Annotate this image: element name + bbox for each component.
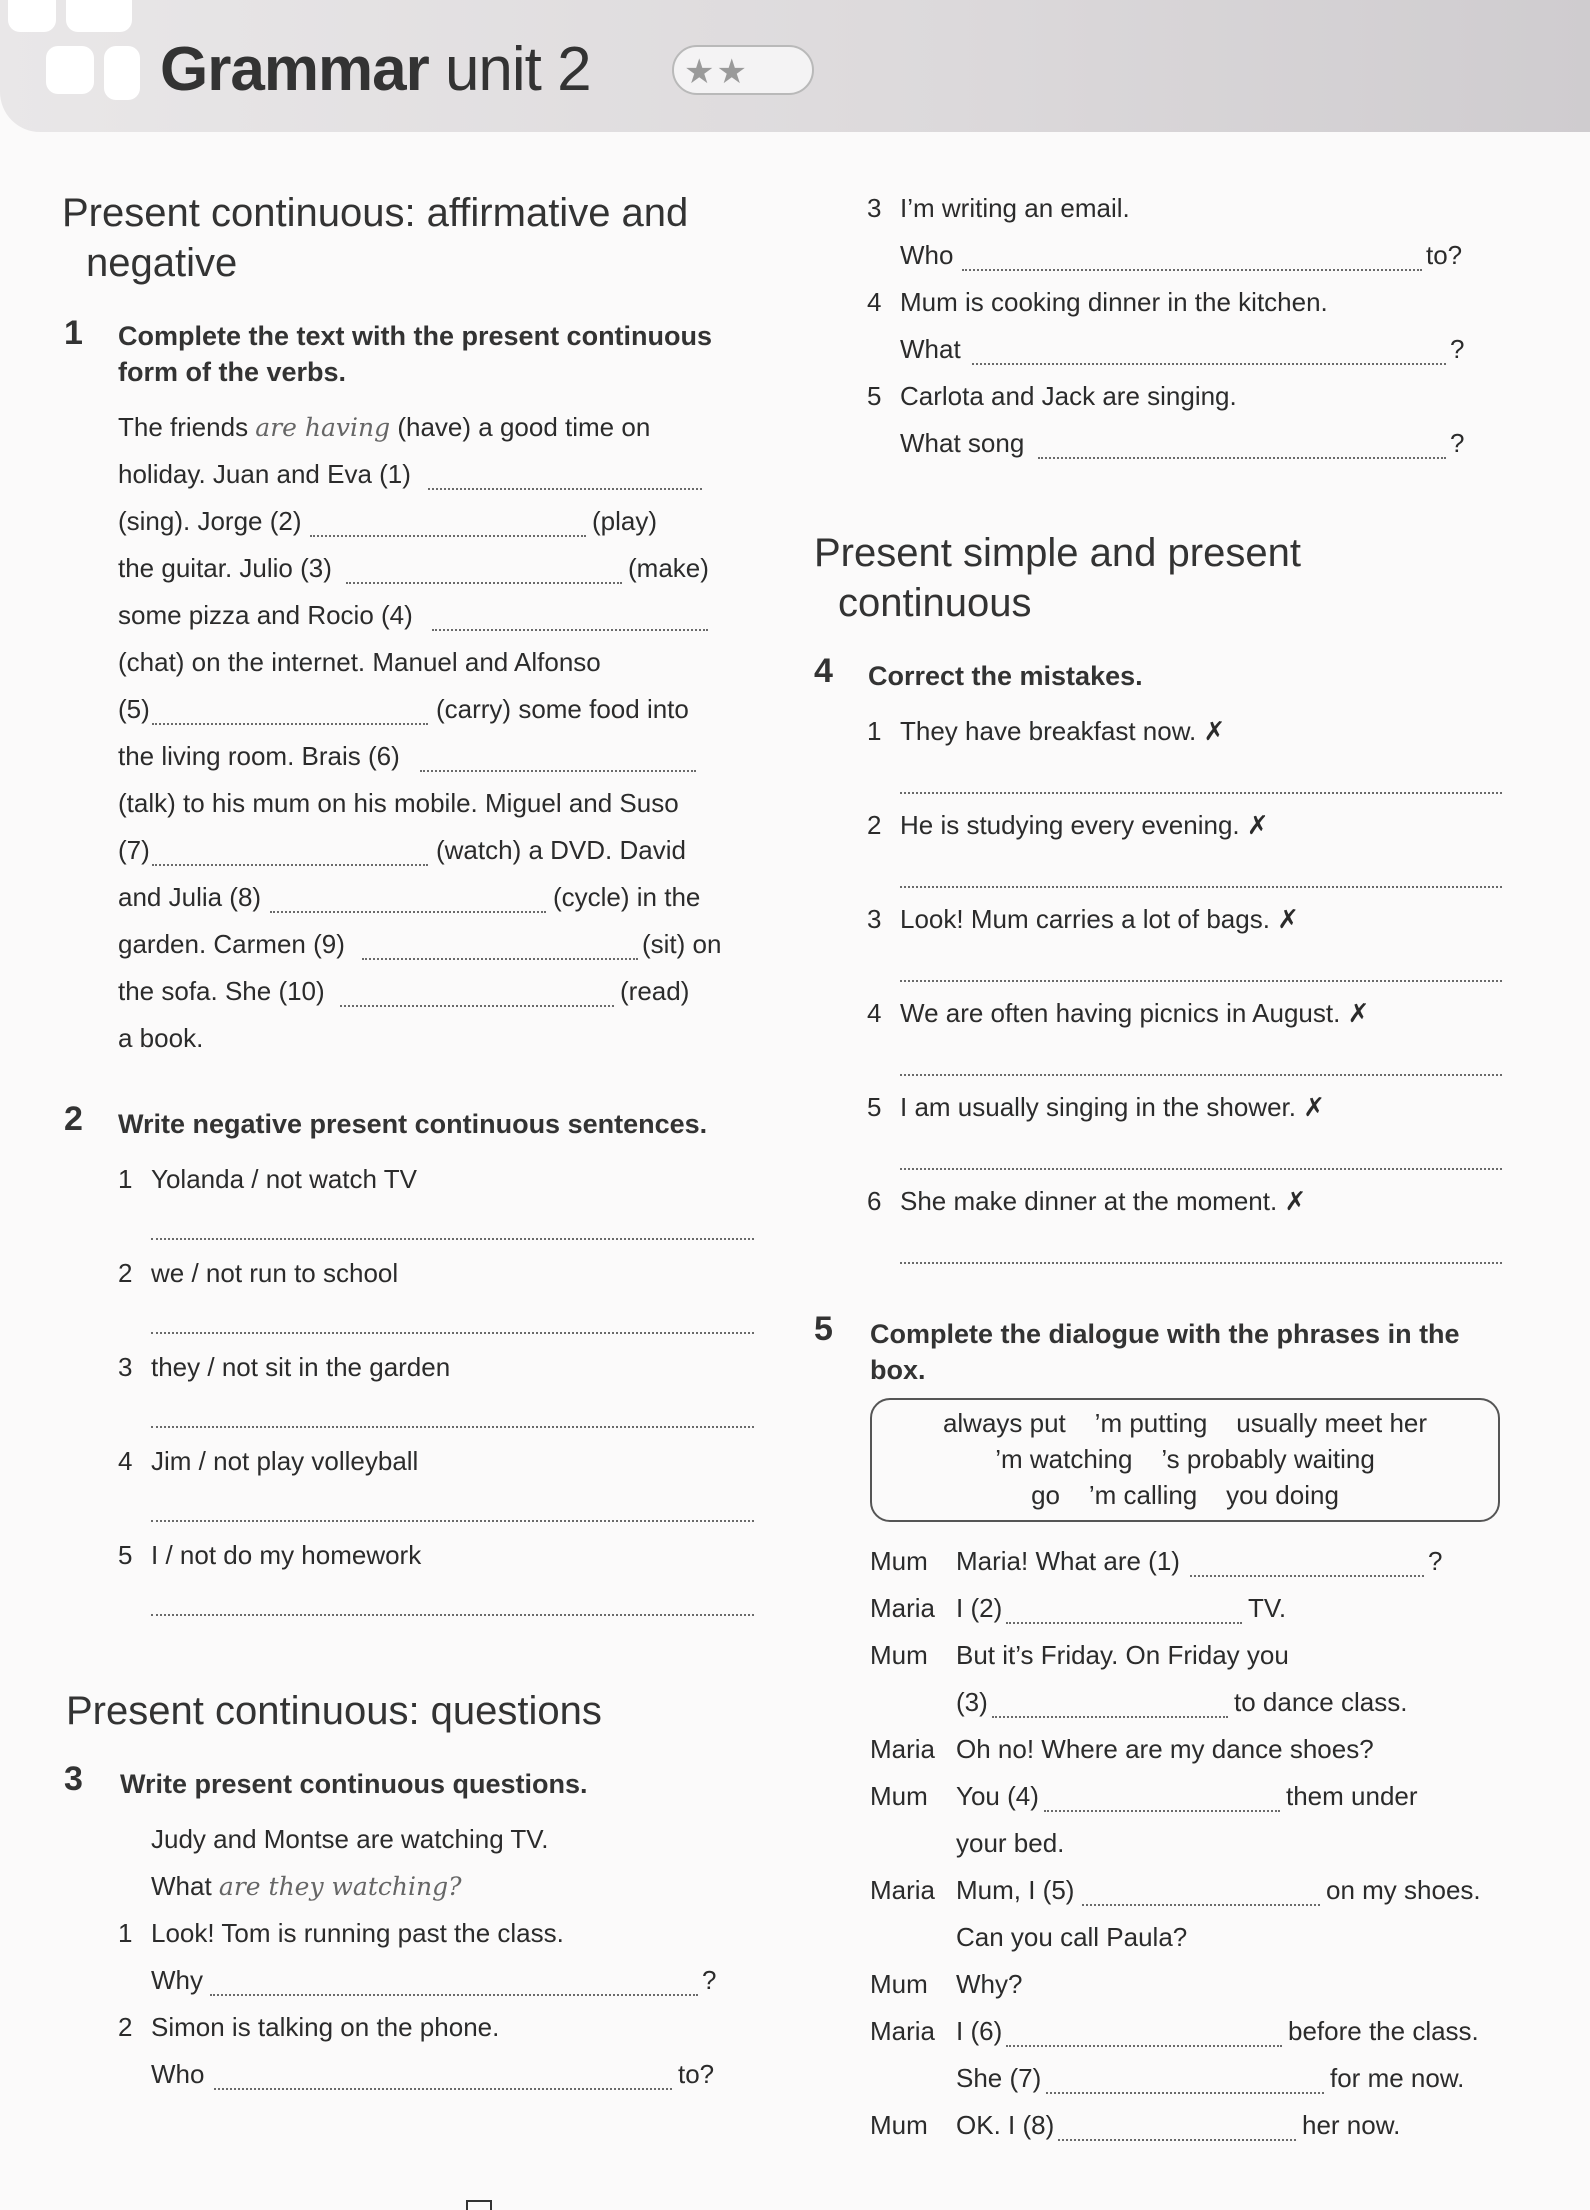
section-title-simple-continuous: Present simple and present <box>814 531 1301 575</box>
answer-line[interactable] <box>210 1994 698 1996</box>
answer-line[interactable] <box>900 792 1502 794</box>
answer-line[interactable] <box>214 2088 672 2090</box>
item-number: 3 <box>867 193 882 223</box>
item-number: 4 <box>867 287 882 317</box>
cross-mark-icon: ✗ <box>1277 904 1299 934</box>
verb-hint: (play) <box>592 506 658 536</box>
speaker-label: Mum <box>870 1781 928 1811</box>
cross-mark-icon: ✗ <box>1284 1186 1307 1216</box>
answer-blank-8[interactable] <box>270 911 546 913</box>
question-start: Who <box>900 240 954 270</box>
answer-blank-7[interactable] <box>1046 2092 1324 2094</box>
example-statement: Judy and Montse are watching TV. <box>151 1824 549 1854</box>
dialogue-line-end: on my shoes. <box>1326 1875 1481 1905</box>
prompt-text: I / not do my homework <box>151 1540 422 1570</box>
answer-line[interactable] <box>900 1262 1502 1264</box>
statement-text: Simon is talking on the phone. <box>151 2012 500 2042</box>
exercise-number: 5 <box>814 1310 833 1348</box>
question-start: Why <box>151 1965 203 1995</box>
question-start: What <box>900 334 961 364</box>
speaker-label: Maria <box>870 1734 936 1764</box>
answer-line[interactable] <box>151 1614 754 1616</box>
exercise-instruction: Complete the text with the present continuous <box>118 321 713 351</box>
phrase-box <box>870 1398 1500 1522</box>
question-end: to? <box>678 2059 715 2089</box>
section-title-affirmative-negative: Present continuous: affirmative and <box>62 191 689 235</box>
exercise-instruction-line2: box. <box>870 1355 926 1385</box>
dialogue-line: (3) <box>956 1687 988 1717</box>
answer-line[interactable] <box>1038 457 1446 459</box>
mistake-sentence: She make dinner at the moment. ✗ <box>900 1186 1307 1216</box>
exercise-number: 3 <box>64 1760 83 1798</box>
item-number: 3 <box>118 1352 133 1382</box>
dialogue-line: Can you call Paula? <box>956 1922 1188 1952</box>
item-number: 5 <box>118 1540 133 1570</box>
speaker-label: Maria <box>870 1875 936 1905</box>
mistake-sentence: They have breakfast now. ✗ <box>900 716 1226 746</box>
answer-blank-5[interactable] <box>1082 1904 1320 1906</box>
star-icon: ★★ <box>684 53 749 91</box>
verb-hint: (sit) on <box>642 929 722 959</box>
answer-blank-9[interactable] <box>362 958 638 960</box>
answer-line[interactable] <box>151 1426 754 1428</box>
text-line: (talk) to his mum on his mobile. Miguel and Suso <box>118 788 679 818</box>
dialogue-line-end: her now. <box>1302 2110 1401 2140</box>
dialogue-line: your bed. <box>956 1828 1065 1858</box>
item-number: 4 <box>118 1446 133 1476</box>
statement-text: Look! Tom is running past the class. <box>151 1918 564 1948</box>
question-end: ? <box>702 1965 717 1995</box>
cross-mark-icon: ✗ <box>1347 998 1370 1028</box>
question-end: ? <box>1450 334 1465 364</box>
mistake-sentence: He is studying every evening. ✗ <box>900 810 1269 840</box>
answer-blank-10[interactable] <box>340 1005 614 1007</box>
question-start: What song <box>900 428 1025 458</box>
item-number: 2 <box>118 2012 133 2042</box>
exercise-number: 4 <box>814 652 833 690</box>
phrase-box-line: ’m watching ’s probably waiting <box>995 1444 1375 1474</box>
logo-square-br <box>104 46 140 100</box>
answer-line[interactable] <box>962 269 1422 271</box>
text-line: a book. <box>118 1023 204 1053</box>
answer-blank-3[interactable] <box>992 1716 1228 1718</box>
verb-hint: (cycle) in the <box>553 882 701 912</box>
dialogue-line-end: before the class. <box>1288 2016 1479 2046</box>
item-number: 5 <box>867 1092 882 1122</box>
mistake-sentence: I am usually singing in the shower. ✗ <box>900 1092 1326 1122</box>
prompt-text: they / not sit in the garden <box>151 1352 451 1382</box>
logo-square-tr <box>66 0 132 32</box>
answer-blank-1[interactable] <box>1190 1575 1424 1577</box>
text-line: (7) <box>118 835 150 865</box>
text-line: holiday. Juan and Eva (1) <box>118 459 411 489</box>
exercise-number: 2 <box>64 1100 83 1138</box>
section-title-questions: Present continuous: questions <box>66 1689 602 1733</box>
answer-blank-4[interactable] <box>1044 1810 1280 1812</box>
logo-square-bl <box>46 46 94 94</box>
dialogue-line: But it’s Friday. On Friday you <box>956 1640 1289 1670</box>
mistake-sentence: We are often having picnics in August. ✗ <box>900 998 1370 1028</box>
question-end: to? <box>1426 240 1463 270</box>
answer-blank-1[interactable] <box>428 488 702 490</box>
text-line: garden. Carmen (9) <box>118 929 345 959</box>
answer-line[interactable] <box>900 1168 1502 1170</box>
answer-blank-4[interactable] <box>432 629 708 631</box>
answer-line[interactable] <box>151 1332 754 1334</box>
exercise-instruction: Write negative present continuous sentences. <box>118 1109 708 1139</box>
prompt-text: Jim / not play volleyball <box>151 1446 419 1476</box>
speaker-label: Mum <box>870 1546 928 1576</box>
answer-blank-2[interactable] <box>1006 1622 1242 1624</box>
item-number: 5 <box>867 381 882 411</box>
prompt-text: Yolanda / not watch TV <box>151 1164 417 1194</box>
dialogue-line: I (2) <box>956 1593 1003 1623</box>
dialogue-line: Maria! What are (1) <box>956 1546 1180 1576</box>
answer-blank-6[interactable] <box>420 770 696 772</box>
answer-line[interactable] <box>900 980 1502 982</box>
answer-line[interactable] <box>900 1074 1502 1076</box>
answer-line[interactable] <box>151 1238 754 1240</box>
text-line: and Julia (8) <box>118 882 262 912</box>
answer-blank-6[interactable] <box>1006 2045 1282 2047</box>
answer-blank-8[interactable] <box>1058 2139 1296 2141</box>
page-edge-mark <box>466 2200 492 2210</box>
dialogue-line-end: them under <box>1286 1781 1418 1811</box>
text-line: the guitar. Julio (3) <box>118 553 332 583</box>
dialogue-line-end: for me now. <box>1330 2063 1465 2093</box>
logo-square-tl <box>8 0 56 32</box>
phrase-box-line: go ’m calling you doing <box>1031 1480 1339 1510</box>
item-number: 1 <box>118 1918 133 1948</box>
cross-mark-icon: ✗ <box>1203 716 1226 746</box>
exercise-instruction: Complete the dialogue with the phrases in the <box>870 1319 1460 1349</box>
dialogue-line: Oh no! Where are my dance shoes? <box>956 1734 1374 1764</box>
question-end: ? <box>1450 428 1465 458</box>
cross-mark-icon: ✗ <box>1246 810 1269 840</box>
dialogue-line: OK. I (8) <box>956 2110 1055 2140</box>
answer-line[interactable] <box>972 363 1446 365</box>
item-number: 2 <box>867 810 882 840</box>
prompt-text: we / not run to school <box>151 1258 399 1288</box>
dialogue-line: Mum, I (5) <box>956 1875 1075 1905</box>
text-line: (chat) on the internet. Manuel and Alfonso <box>118 647 601 677</box>
answer-line[interactable] <box>151 1520 754 1522</box>
example-answer: are having <box>255 413 391 442</box>
mistake-sentence: Look! Mum carries a lot of bags. ✗ <box>900 904 1299 934</box>
difficulty-stars-badge <box>672 45 814 95</box>
statement-text: I’m writing an email. <box>900 193 1130 223</box>
answer-blank-3[interactable] <box>346 582 622 584</box>
verb-hint: (read) <box>620 976 690 1006</box>
exercise-instruction: Correct the mistakes. <box>868 661 1143 691</box>
verb-hint: (watch) a DVD. David <box>436 835 686 865</box>
speaker-label: Maria <box>870 2016 936 2046</box>
text-line: The friends are having (have) a good time on <box>118 412 651 442</box>
text-line: the sofa. She (10) <box>118 976 325 1006</box>
answer-blank-2[interactable] <box>310 535 586 537</box>
dialogue-line: You (4) <box>956 1781 1039 1811</box>
statement-text: Carlota and Jack are singing. <box>900 381 1237 411</box>
text-line: the living room. Brais (6) <box>118 741 400 771</box>
example-question: What are they watching? <box>151 1871 462 1901</box>
text-line: (5) <box>118 694 150 724</box>
verb-hint: (carry) some food into <box>436 694 689 724</box>
example-answer: are they watching? <box>218 1872 462 1901</box>
exercise-instruction-line2: form of the verbs. <box>118 357 347 387</box>
question-start: Who <box>151 2059 205 2089</box>
answer-blank-5[interactable] <box>152 723 428 725</box>
speaker-label: Maria <box>870 1593 936 1623</box>
exercise-number: 1 <box>64 314 83 352</box>
item-number: 1 <box>118 1164 133 1194</box>
dialogue-line: She (7) <box>956 2063 1042 2093</box>
item-number: 4 <box>867 998 882 1028</box>
verb-hint: (make) <box>628 553 709 583</box>
phrase-box-line: always put ’m putting usually meet her <box>942 1408 1428 1438</box>
answer-blank-7[interactable] <box>152 864 428 866</box>
item-number: 2 <box>118 1258 133 1288</box>
speaker-label: Mum <box>870 1640 928 1670</box>
page-title: Grammar unit 2 <box>160 35 591 104</box>
exercise-instruction: Write present continuous questions. <box>120 1769 588 1799</box>
dialogue-line: Why? <box>956 1969 1023 1999</box>
item-number: 6 <box>867 1186 882 1216</box>
section-title-simple-continuous-line2: continuous <box>838 581 1032 625</box>
speaker-label: Mum <box>870 1969 928 1999</box>
statement-text: Mum is cooking dinner in the kitchen. <box>900 287 1328 317</box>
speaker-label: Mum <box>870 2110 928 2140</box>
dialogue-line-end: to dance class. <box>1234 1687 1408 1717</box>
dialogue-line-end: ? <box>1428 1546 1443 1576</box>
text-line: (sing). Jorge (2) <box>118 506 302 536</box>
text-line: some pizza and Rocio (4) <box>118 600 413 630</box>
dialogue-line: I (6) <box>956 2016 1003 2046</box>
dialogue-line-end: TV. <box>1248 1593 1287 1623</box>
cross-mark-icon: ✗ <box>1303 1092 1326 1122</box>
answer-line[interactable] <box>900 886 1502 888</box>
item-number: 1 <box>867 716 882 746</box>
header-banner <box>0 0 1590 132</box>
item-number: 3 <box>867 904 882 934</box>
section-title-affirmative-negative-line2: negative <box>86 241 238 285</box>
